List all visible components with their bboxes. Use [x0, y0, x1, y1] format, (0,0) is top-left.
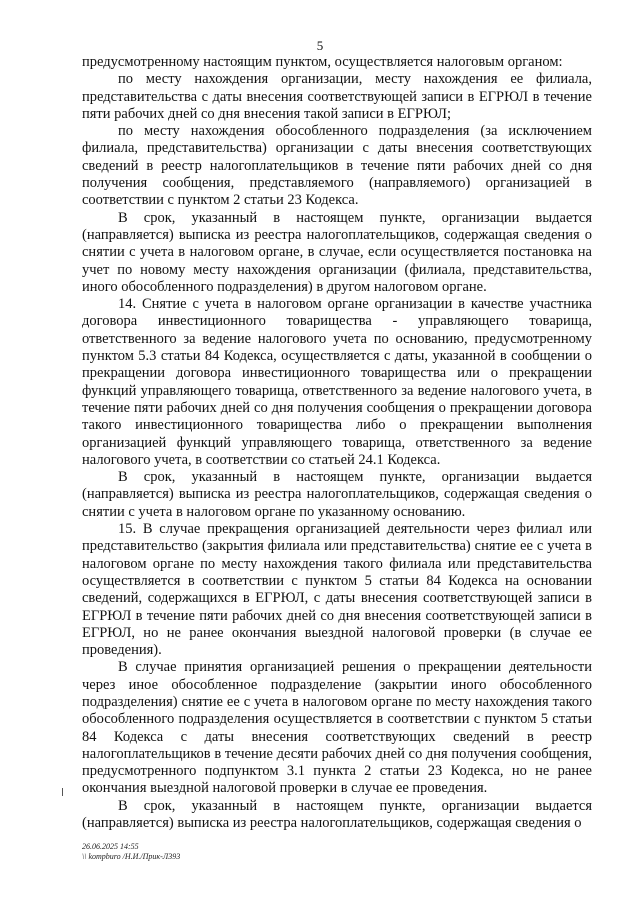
paragraph: по месту нахождения организации, месту нахождения ее филиала, представительства с даты внесения соответствующей записи в ЕГРЮЛ в течение пяти рабочих дней со дня внесения такой записи в ЕГРЮЛ;	[82, 71, 592, 122]
page-number: 5	[316, 38, 324, 53]
paragraph: В срок, указанный в настоящем пункте, организации выдается (направляется) выписка из реестра налогоплательщиков, содержащая сведения о снятии с учета в налоговом органе по указанному основанию.	[82, 469, 592, 520]
scan-artifact	[62, 788, 63, 796]
paragraph: В случае принятия организацией решения о прекращении деятельности через иное обособленное подразделение (закрытии иного обособленного подразделения) снятие ее с учета в налоговом органе по месту нахождения такого обособленного подразделения осуществляется в соответствии с пунктом 5 статьи 84 Кодекса с даты внесения соответствующих сведений в реестр налогоплательщиков в течение десяти рабочих дней со дня получения сообщения, предусмотренного подпунктом 3.1 пункта 2 статьи 23 Кодекса, но не ранее окончания выездной налоговой проверки в случае ее проведения.	[82, 659, 592, 797]
footer-path: \\ kompburo /Н.И./Прик-Л393	[82, 852, 181, 861]
footer-timestamp: 26.06.2025 14:55	[82, 842, 139, 851]
document-body	[82, 54, 592, 832]
paragraph: В срок, указанный в настоящем пункте, организации выдается (направляется) выписка из реестра налогоплательщиков, содержащая сведения о	[82, 797, 592, 832]
paragraph: по месту нахождения обособленного подразделения (за исключением филиала, представительства) организации с даты внесения соответствующих сведений в реестр налогоплательщиков в течение пяти рабочих дней со дня получения сообщения, представляемого (направляемого) организацией в соответствии с пунктом 2 статьи 23 Кодекса.	[82, 123, 592, 209]
paragraph: В срок, указанный в настоящем пункте, организации выдается (направляется) выписка из реестра налогоплательщиков, содержащая сведения о снятии с учета в налоговом органе, в случае, если осуществляется постановка на учет по новому месту нахождения организации (филиала, представительства, иного обособленного подразделения) в другом налоговом органе.	[82, 209, 592, 295]
paragraph: предусмотренному настоящим пунктом, осуществляется налоговым органом:	[82, 54, 563, 70]
paragraph: 15. В случае прекращения организацией деятельности через филиал или представительство (закрытия филиала или представительства) снятие ее с учета в налоговом органе по месту нахождения такого филиала или представительства осуществляется в соответствии с пунктом 5 статьи 84 Кодекса на основании сведений, содержащихся в ЕГРЮЛ, с даты внесения соответствующей записи в ЕГРЮЛ в течение пяти рабочих дней со дня внесения соответствующей записи в ЕГРЮЛ, но не ранее окончания выездной налоговой проверки (в случае ее проведения).	[82, 521, 592, 659]
paragraph: 14. Снятие с учета в налоговом органе организации в качестве участника договора инвестиционного товарищества - управляющего товарища, ответственного за ведение налогового учета по основанию, предусмотренному пунктом 5.3 статьи 84 Кодекса, осуществляется с даты, указанной в сообщении о прекращении договора инвестиционного товарищества или о прекращении функций управляющего товарища, ответственного за ведение налогового учета, в течение пяти рабочих дней со дня получения сообщения о прекращении договора такого инвестиционного товарищества либо о прекращении выполнения организацией функций управляющего товарища, ответственного за ведение налогового учета, в соответствии со статьей 24.1 Кодекса.	[82, 296, 592, 468]
footer	[82, 842, 180, 862]
